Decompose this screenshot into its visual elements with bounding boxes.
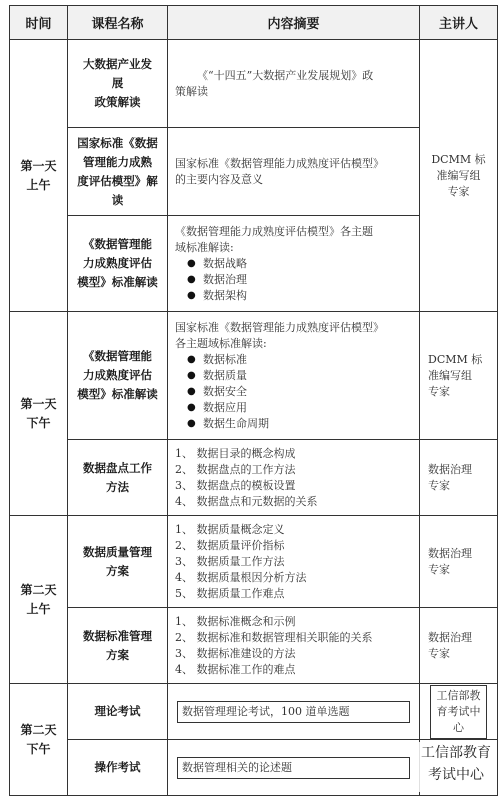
- list-item: ● 数据应用: [175, 400, 412, 416]
- course-cell: 操作考试: [68, 740, 168, 796]
- numbered-list: [175, 522, 412, 602]
- content-box: 数据管理相关的论述题: [177, 757, 410, 779]
- speaker-cell: 数据治理 专家: [420, 516, 498, 608]
- time-cell-d1am: 第一天 上午: [10, 40, 68, 312]
- course-cell: 《数据管理能 力成熟度评估 模型》标准解读: [68, 216, 168, 312]
- table-row: [10, 608, 498, 684]
- content-cell: 国家标准《数据管理能力成熟度评估模型》 的主要内容及意义: [168, 128, 420, 216]
- content-cell: [168, 740, 420, 796]
- list-item: 2、 数据质量评价指标: [175, 538, 285, 552]
- speaker-cell: 数据治理 专家: [420, 608, 498, 684]
- table-row: [10, 516, 498, 608]
- time-cell-d2pm: 第二天 下午: [10, 684, 68, 796]
- list-item: 3、 数据标准建设的方法: [175, 646, 296, 660]
- table-row: [10, 40, 498, 128]
- content-box: 数据管理理论考试，100 道单选题: [177, 701, 410, 723]
- header-course: 课程名称: [68, 6, 168, 40]
- table-row: [10, 312, 498, 440]
- content-cell: 《数据管理能力成熟度评估模型》各主题 域标准解读: ● 数据战略 ● 数据治理 ● 数据架构: [168, 216, 420, 312]
- speaker-cell: DCMM 标 准编写组 专家: [420, 312, 498, 440]
- content-cell: 《“十四五”大数据产业发展规划》政 策解读: [168, 40, 420, 128]
- course-cell: 国家标准《数据 管理能力成熟 度评估模型》解 读: [68, 128, 168, 216]
- list-item: ● 数据安全: [175, 384, 412, 400]
- topic-list: [175, 256, 412, 304]
- table-row: [10, 684, 498, 740]
- header-speaker: 主讲人: [420, 6, 498, 40]
- list-item: ● 数据标准: [175, 352, 412, 368]
- content-cell: [168, 516, 420, 608]
- list-item: 2、 数据标准和数据管理相关职能的关系: [175, 630, 373, 644]
- course-cell: 理论考试: [68, 684, 168, 740]
- list-item: 5、 数据质量工作难点: [175, 586, 285, 600]
- list-item: 1、 数据标准概念和示例: [175, 614, 296, 628]
- list-item: ● 数据战略: [175, 256, 412, 272]
- course-cell: 数据标准管理 方案: [68, 608, 168, 684]
- content-cell: [168, 684, 420, 740]
- watermark-label: 工信部教育 考试中心: [415, 742, 497, 792]
- list-item: 4、 数据标准工作的难点: [175, 662, 296, 676]
- speaker-box: 工信部教 育考试中 心: [430, 685, 487, 739]
- speaker-cell: 数据治理 专家: [420, 440, 498, 516]
- speaker-cell: [420, 684, 498, 740]
- header-content: 内容摘要: [168, 6, 420, 40]
- header-time: 时间: [10, 6, 68, 40]
- list-item: 4、 数据盘点和元数据的关系: [175, 494, 318, 508]
- list-item: 1、 数据目录的概念构成: [175, 446, 296, 460]
- list-item: ● 数据治理: [175, 272, 412, 288]
- course-cell: 《数据管理能 力成熟度评估 模型》标准解读: [68, 312, 168, 440]
- list-item: 3、 数据质量工作方法: [175, 554, 285, 568]
- header-row: [10, 6, 498, 40]
- topic-list: [175, 352, 412, 432]
- course-cell: 数据盘点工作 方法: [68, 440, 168, 516]
- list-item: 1、 数据质量概念定义: [175, 522, 285, 536]
- list-item: ● 数据质量: [175, 368, 412, 384]
- list-item: 3、 数据盘点的模板设置: [175, 478, 296, 492]
- table-row: [10, 440, 498, 516]
- list-item: ● 数据生命周期: [175, 416, 412, 432]
- content-cell: [168, 440, 420, 516]
- content-cell: 国家标准《数据管理能力成熟度评估模型》 各主题域标准解读: ● 数据标准 ● 数据质量 ● 数据安全 ● 数据应用 ● 数据生命周期: [168, 312, 420, 440]
- content-cell: [168, 608, 420, 684]
- list-item: 4、 数据质量根因分析方法: [175, 570, 307, 584]
- numbered-list: [175, 446, 412, 510]
- list-item: 2、 数据盘点的工作方法: [175, 462, 296, 476]
- numbered-list: [175, 614, 412, 678]
- course-cell: 数据质量管理 方案: [68, 516, 168, 608]
- list-item: ● 数据架构: [175, 288, 412, 304]
- schedule-table: [9, 5, 498, 796]
- time-cell-d2am: 第二天 上午: [10, 516, 68, 684]
- course-cell: 大数据产业发 展 政策解读: [68, 40, 168, 128]
- speaker-cell-d1am: DCMM 标 准编写组 专家: [420, 40, 498, 312]
- time-cell-d1pm: 第一天 下午: [10, 312, 68, 516]
